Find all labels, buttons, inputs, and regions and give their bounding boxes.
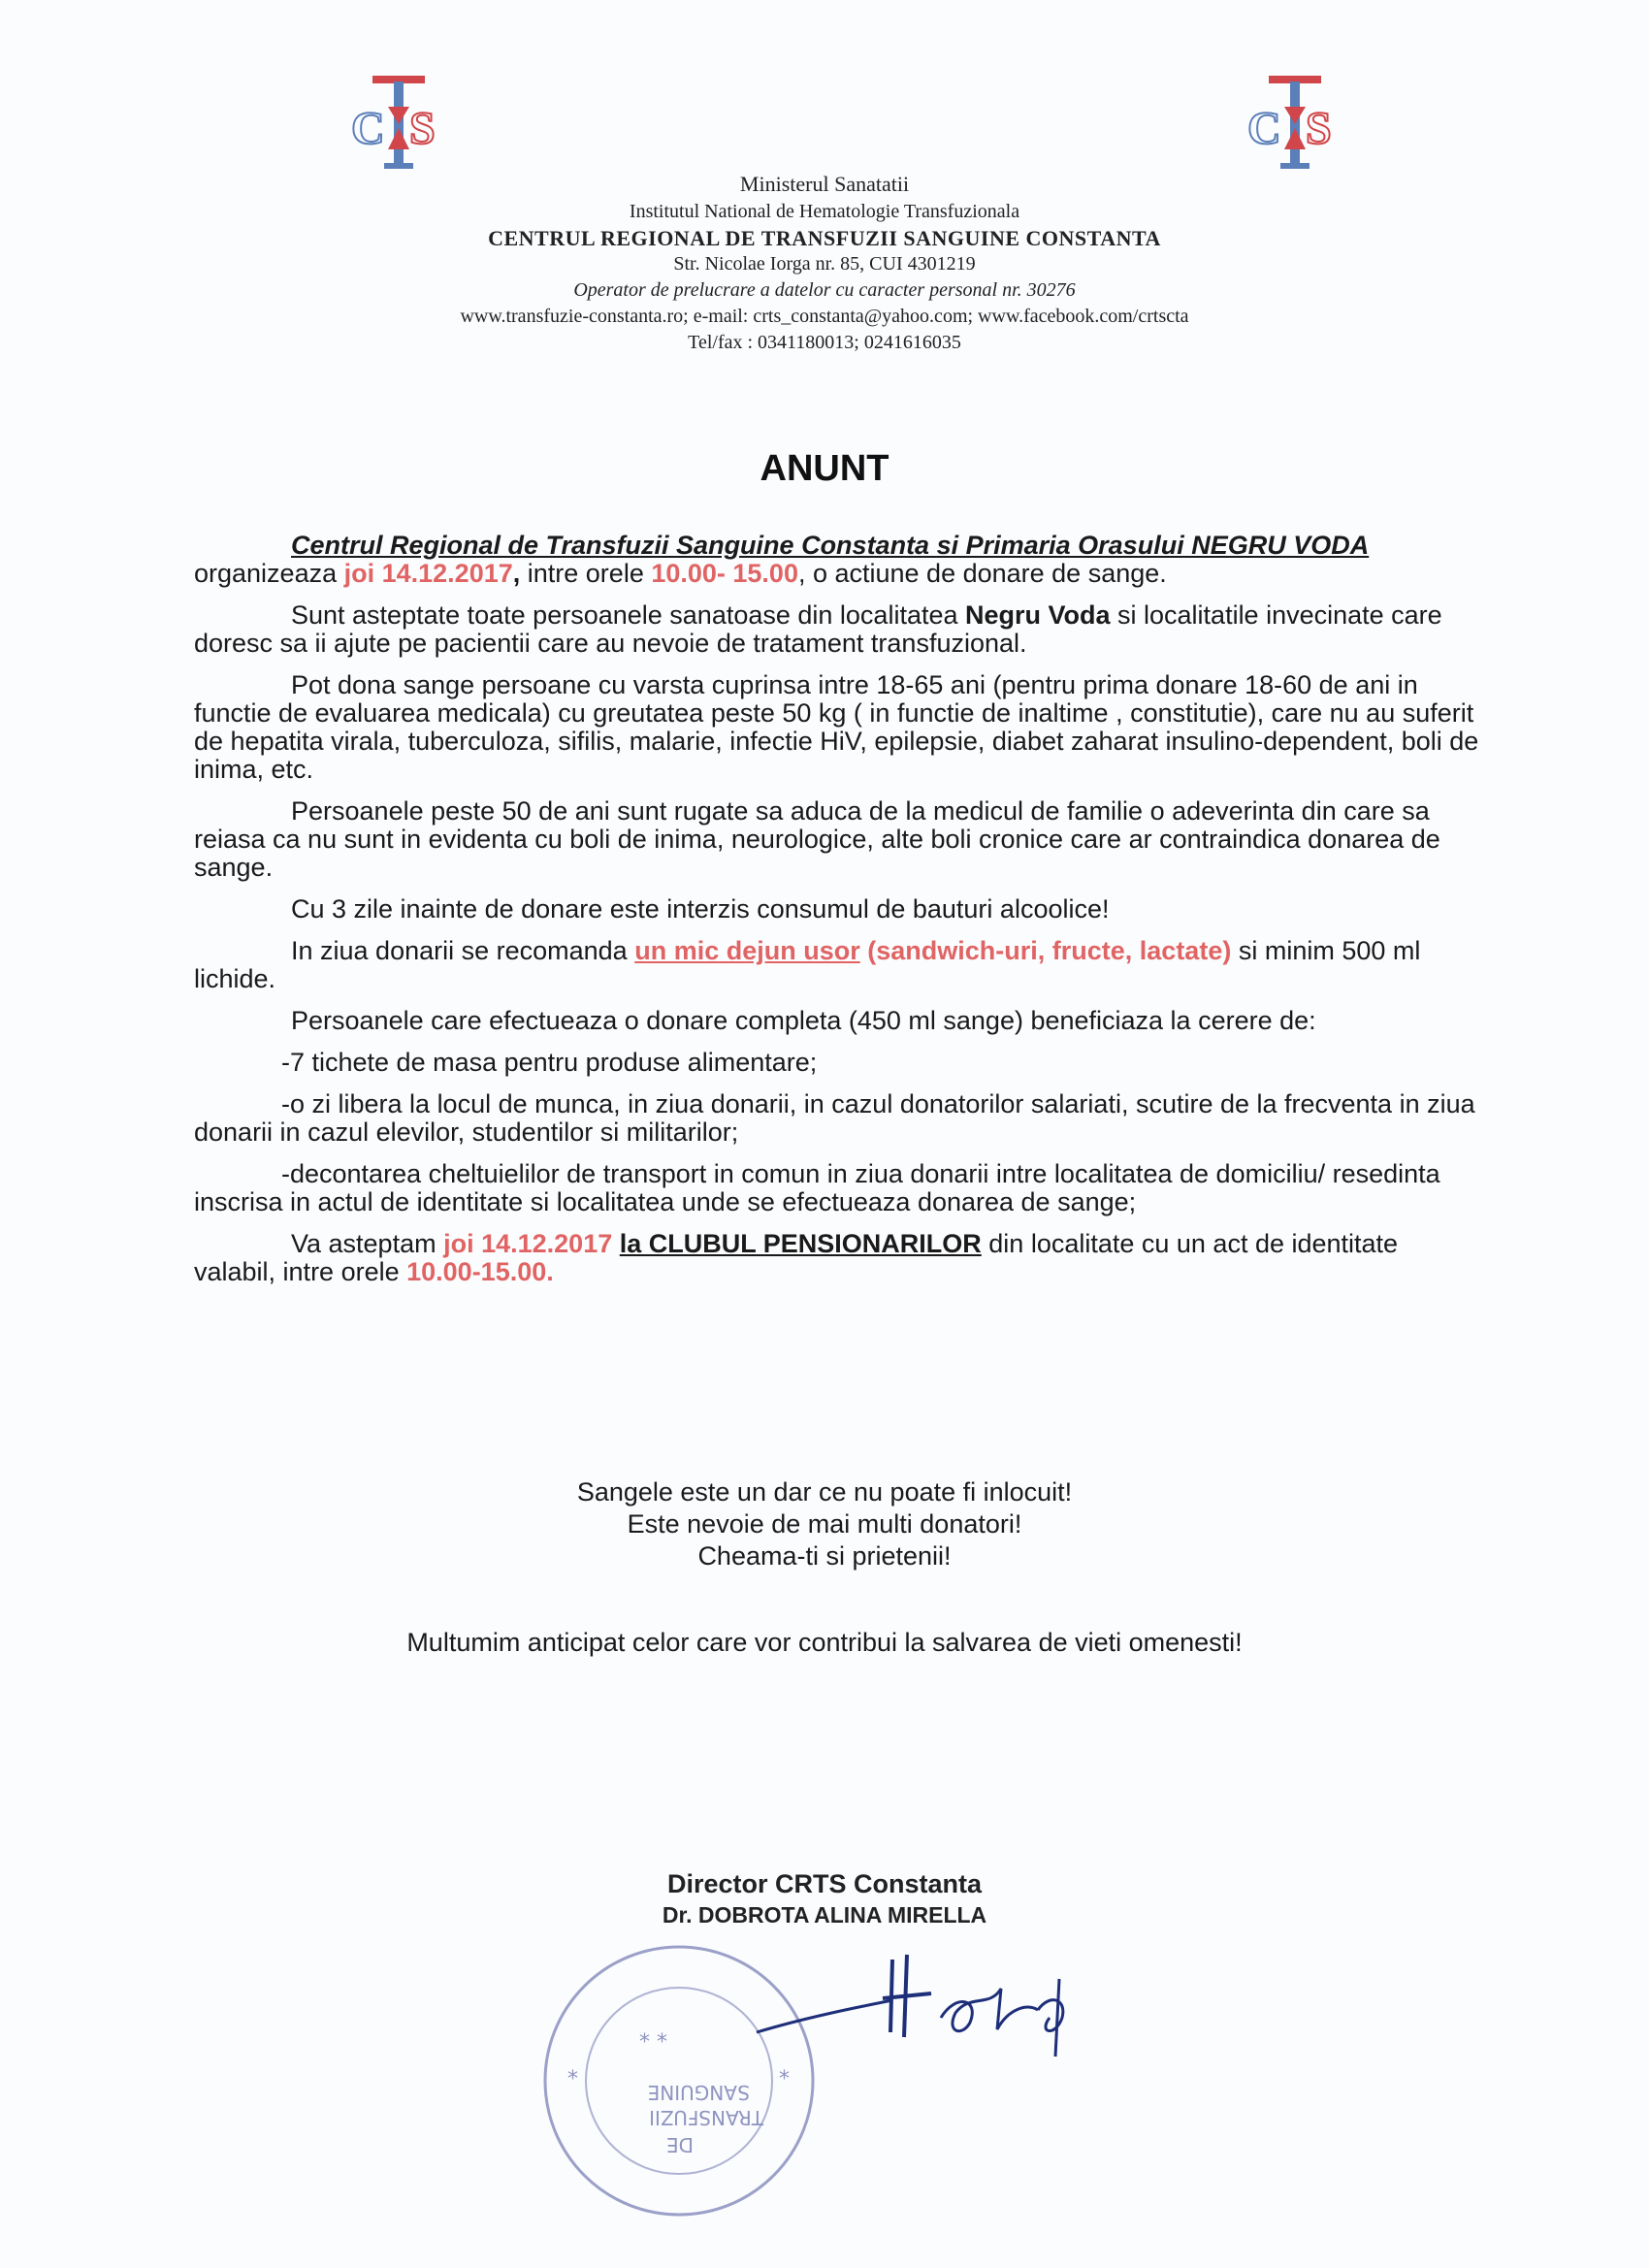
eligibility-paragraph: Pot dona sange persoane cu varsta cuprinsa intre 18-65 ani (pentru prima donare 18-60 de ani in functie de evaluarea medicala) cu greutatea peste 50 kg ( in functie de inaltime , constitutie), care nu au suferit de hepatita virala, tuberculoza, sifilis, malarie, infectie HiV, epilepsie, diabet zaharat insulino-dependent, boli de inima, etc. bbox=[194, 670, 1479, 784]
svg-text:TRANSFUZII: TRANSFUZII bbox=[649, 2106, 763, 2129]
venue: la CLUBUL PENSIONARILOR bbox=[619, 1229, 982, 1258]
svg-text:S: S bbox=[409, 103, 436, 154]
cts-logo-left bbox=[345, 68, 452, 175]
thanks-line: Multumim anticipat celor care vor contribui la salvarea de vieti omenesti! bbox=[406, 1628, 1243, 1657]
breakfast-recommendation: un mic dejun usor bbox=[634, 936, 860, 965]
page-title: ANUNT bbox=[760, 448, 889, 489]
svg-text:C: C bbox=[351, 103, 385, 154]
closing-slogans bbox=[0, 1476, 1649, 1572]
contact-phone: Tel/fax : 0341180013; 0241616035 bbox=[688, 332, 961, 353]
handwritten-signature bbox=[747, 1940, 1135, 2066]
svg-text:*: * bbox=[779, 2067, 790, 2091]
venue-paragraph: Va asteptam joi 14.12.2017 la CLUBUL PENSIONARILOR din localitate cu un act de identitate valabil, intre orele 10.00-15.00. bbox=[194, 1229, 1399, 1286]
event-hours: 10.00-15.00. bbox=[406, 1257, 554, 1286]
ministry-name: Ministerul Sanatatii bbox=[739, 172, 910, 196]
svg-text:DE: DE bbox=[665, 2133, 694, 2156]
cts-logo-right bbox=[1242, 68, 1348, 175]
svg-text:C: C bbox=[1247, 103, 1281, 154]
intro-paragraph: Centrul Regional de Transfuzii Sanguine Constanta si Primaria Orasului NEGRU VODA organizeaza joi 14.12.2017, intre orele 10.00- 15.00, o actiune de donare de sange. bbox=[194, 531, 1370, 588]
institute-name: Institutul National de Hematologie Transfuzionala bbox=[629, 201, 1020, 222]
announcement-body bbox=[194, 532, 1479, 1300]
slogan-line: Este nevoie de mai multi donatori! bbox=[627, 1509, 1022, 1539]
benefits-intro: Persoanele care efectueaza o donare completa (450 ml sange) beneficiaza la cerere de: bbox=[291, 1006, 1316, 1035]
data-operator-note: Operator de prelucrare a datelor cu caracter personal nr. 30276 bbox=[573, 279, 1076, 301]
invitation-paragraph: Sunt asteptate toate persoanele sanatoase din localitatea Negru Voda si localitatile invecinate care doresc sa ii ajute pe pacientii care au nevoie de tratament transfuzional. bbox=[194, 600, 1442, 658]
director-title: Director CRTS Constanta bbox=[666, 1869, 983, 1898]
locality: Negru Voda bbox=[965, 600, 1111, 630]
letterhead bbox=[0, 170, 1649, 356]
event-hours: 10.00- 15.00 bbox=[651, 559, 798, 588]
benefit-item: -o zi libera la locul de munca, in ziua donarii, in cazul donatorilor salariati, scutire de la frecventa in ziua donarii in cazul elevilor, studentilor si militarilor; bbox=[194, 1089, 1475, 1147]
address: Str. Nicolae Iorga nr. 85, CUI 4301219 bbox=[673, 253, 976, 275]
svg-text:SANGUINE: SANGUINE bbox=[647, 2081, 750, 2104]
breakfast-paragraph: In ziua donarii se recomanda un mic dejun usor (sandwich-uri, fructe, lactate) si minim 500 ml lichide. bbox=[194, 936, 1421, 993]
organizers: Centrul Regional de Transfuzii Sanguine Constanta si Primaria Orasului NEGRU VODA bbox=[291, 531, 1370, 560]
center-name: CENTRUL REGIONAL DE TRANSFUZII SANGUINE CONSTANTA bbox=[488, 226, 1161, 250]
director-name: Dr. DOBROTA ALINA MIRELLA bbox=[662, 1902, 987, 1928]
event-date: joi 14.12.2017 bbox=[443, 1229, 613, 1258]
slogan-line: Cheama-ti si prietenii! bbox=[697, 1541, 952, 1571]
benefit-item: -7 tichete de masa pentru produse alimentare; bbox=[281, 1048, 818, 1077]
svg-text:* *: * * bbox=[639, 2030, 667, 2055]
contact-web-email: www.transfuzie-constanta.ro; e-mail: crts_constanta@yahoo.com; www.facebook.com/crtscta bbox=[460, 306, 1189, 327]
event-date: joi 14.12.2017 bbox=[343, 559, 513, 588]
over-50-paragraph: Persoanele peste 50 de ani sunt rugate sa aduca de la medicul de familie o adeverinta din care sa reiasa ca nu sunt in evidenta cu boli de inima, neurologice, alte boli cronice care ar contraindica donarea de sange. bbox=[194, 796, 1440, 882]
svg-text:S: S bbox=[1306, 103, 1332, 154]
signature-block bbox=[0, 1867, 1649, 1929]
benefit-item: -decontarea cheltuielilor de transport in comun in ziua donarii intre localitatea de domiciliu/ resedinta inscrisa in actul de identitate si localitatea unde se efectueaza donarea de sange; bbox=[194, 1159, 1440, 1216]
food-list: (sandwich-uri, fructe, lactate) bbox=[859, 936, 1232, 965]
slogan-line: Sangele este un dar ce nu poate fi inlocuit! bbox=[576, 1477, 1073, 1507]
svg-text:*: * bbox=[567, 2067, 578, 2091]
alcohol-warning: Cu 3 zile inainte de donare este interzis consumul de bauturi alcoolice! bbox=[291, 894, 1110, 923]
